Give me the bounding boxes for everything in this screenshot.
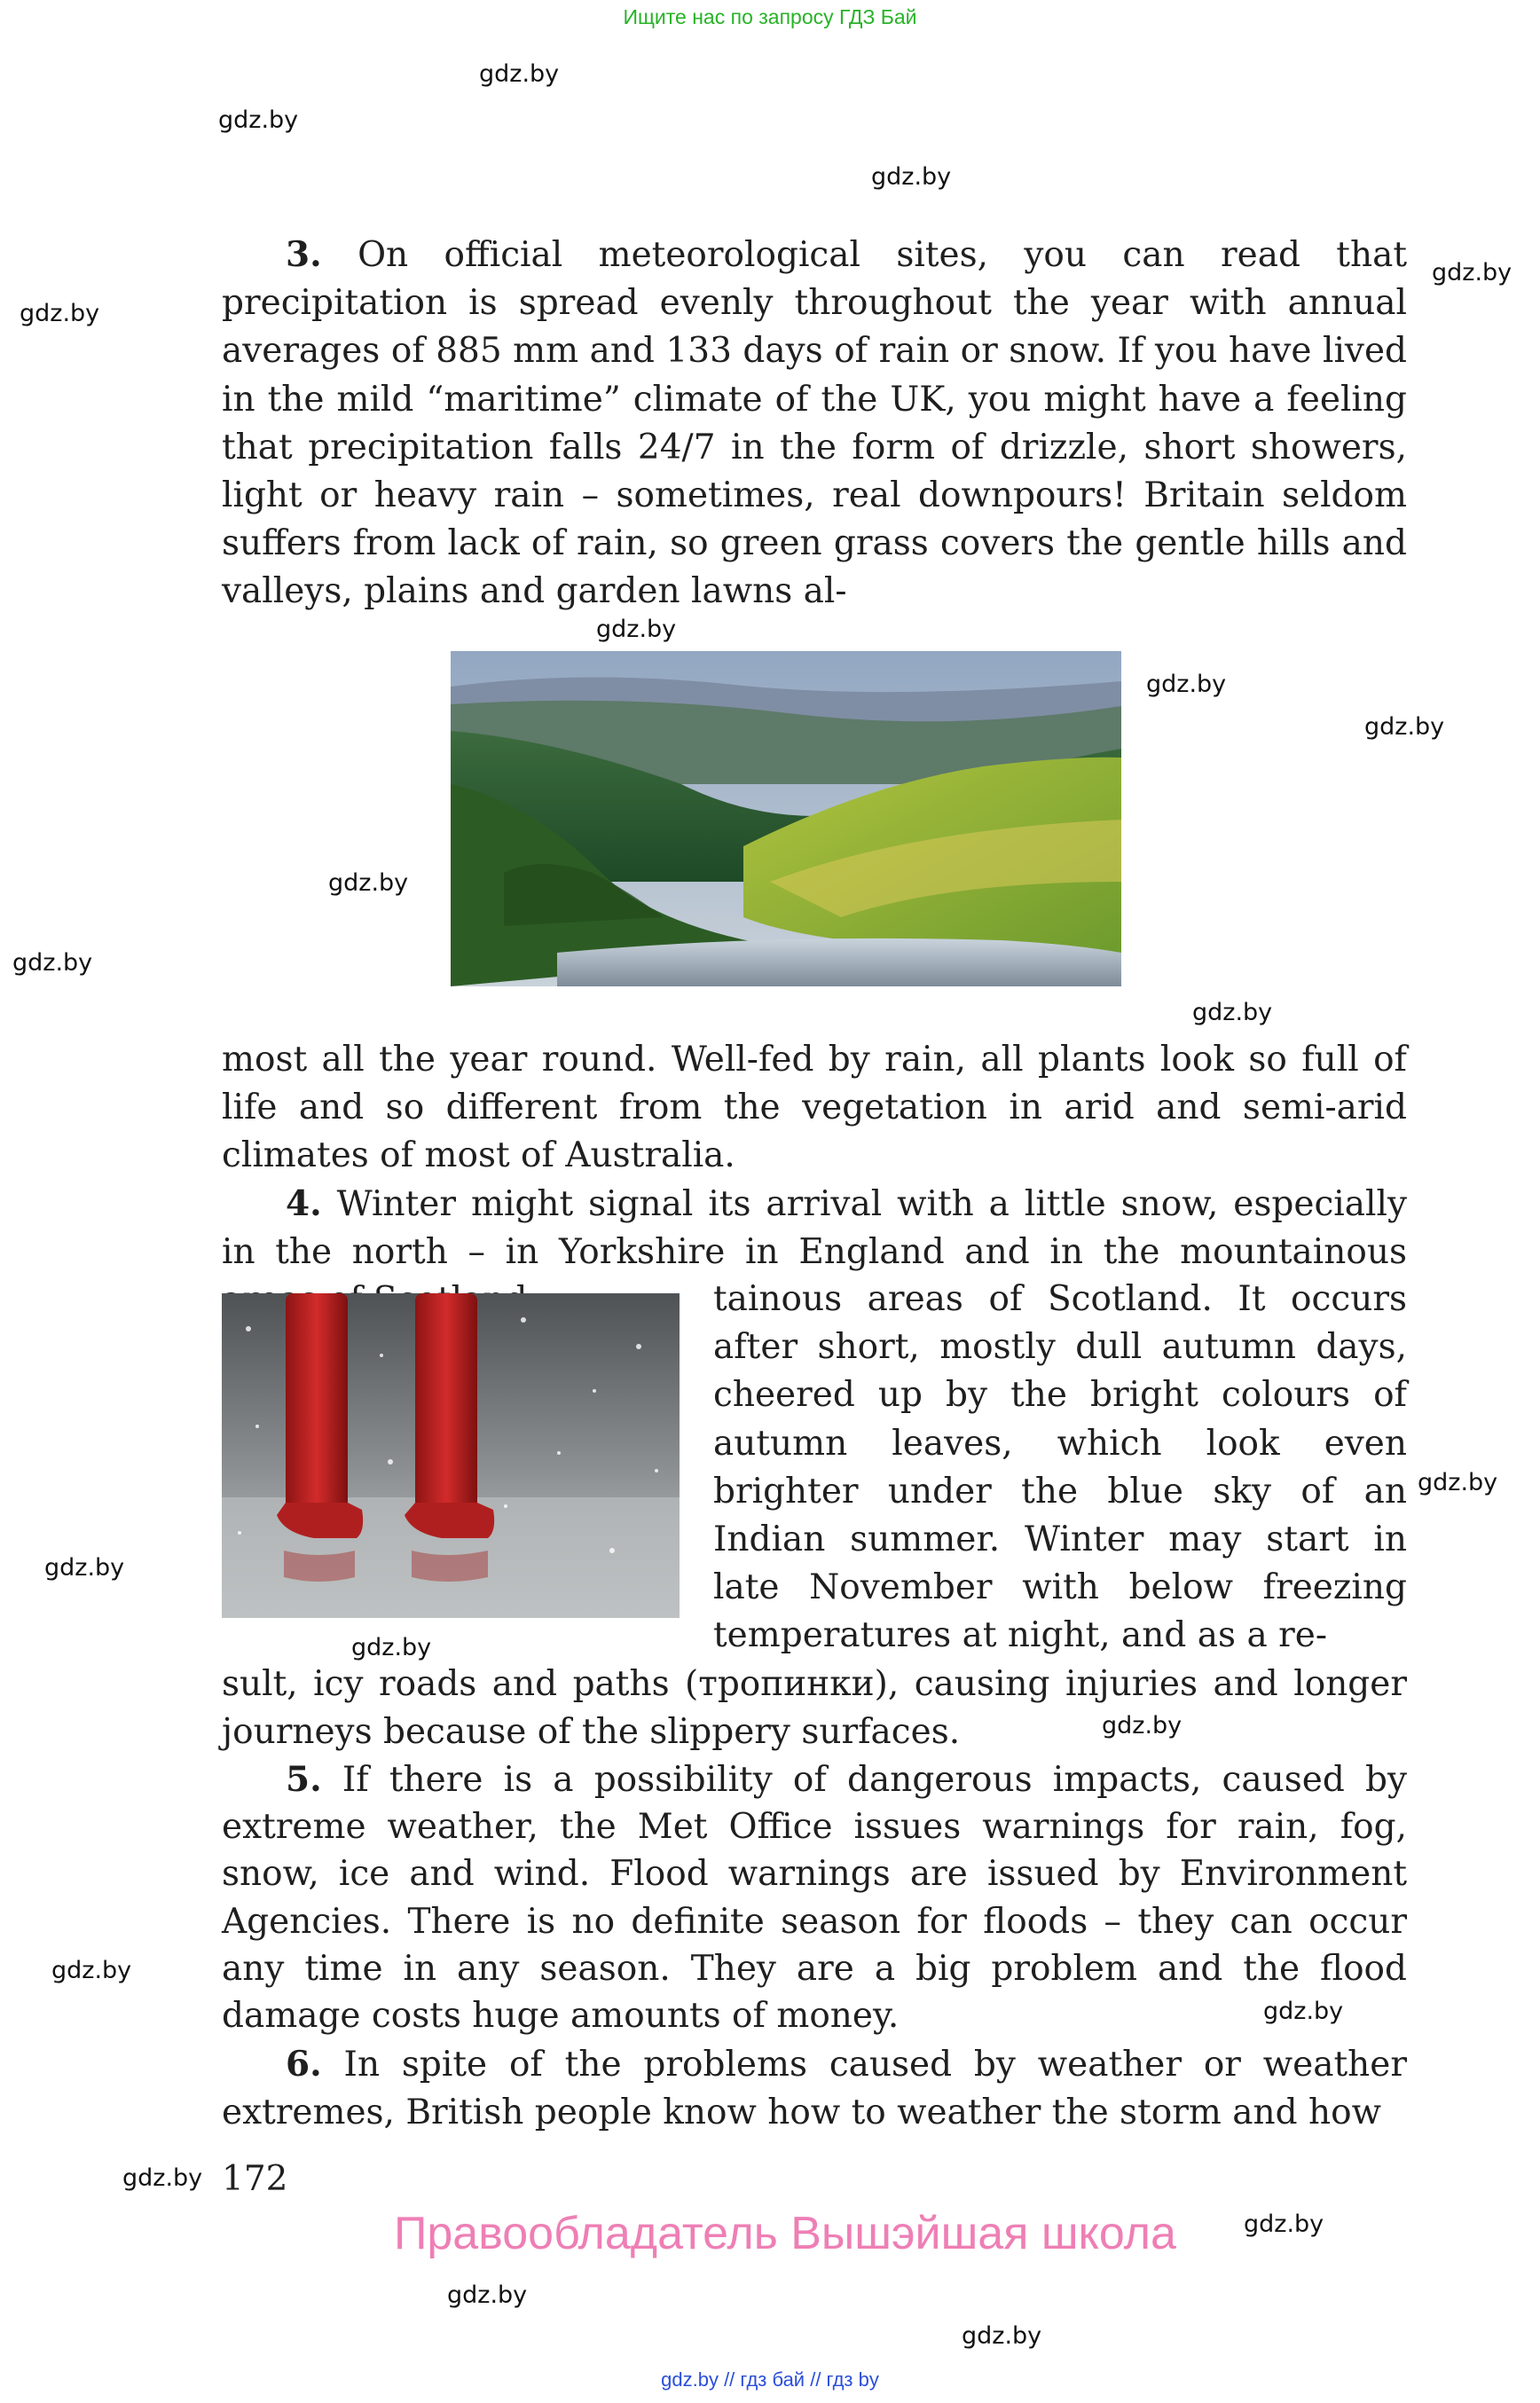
paragraph-number: 3. [286,234,322,275]
watermark: gdz.by [51,1957,132,1984]
watermark: gdz.by [596,616,677,643]
paragraph-6 [222,2040,1407,2137]
footer-links[interactable]: gdz.by // гдз бай // гдз by [661,2368,879,2391]
paragraph-3-intro [222,231,1407,616]
paragraph-4-end: sult, icy roads and paths (тропинки), causing injuries and longer journeys because of the slippery surfaces. [222,1664,1407,1753]
watermark: gdz.by [1146,671,1227,698]
rights-holder: Правообладатель Вышэйшая школа [394,2208,1176,2259]
watermark: gdz.by [218,106,299,134]
paragraph-number: 4. [286,1183,322,1224]
watermark: gdz.by [447,2281,528,2309]
watermark: gdz.by [1102,1712,1182,1739]
paragraph-3-continuation: most all the year round. Well-fed by rain, all plants look so full of life and so different from the vegetation in arid and semi-arid climates of most of Australia. [222,1040,1407,1176]
page-number: 172 [222,2159,288,2199]
paragraph-4-intro [222,1180,1407,1276]
watermark: gdz.by [962,2322,1042,2350]
watermark: gdz.by [1418,1469,1498,1496]
paragraph-text: On official meteorological sites, you can read that precipitation is spread evenly throughout the year with annual averages of 885 mm and 133 days of rain or snow. If you have lived in the mild “maritime” climate of the UK, you might have a feeling that precipitation falls 24/7 in the form of drizzle, short showers, light or heavy rain – sometimes, real downpours! Britain seldom suffers from lack of rain, so green grass covers the gentle hills and valleys, plains and garden lawns al- [222,235,1407,612]
red-boots-photo [222,1293,680,1618]
watermark: gdz.by [1192,999,1273,1026]
watermark: gdz.by [1244,2211,1324,2238]
watermark: gdz.by [1364,713,1445,741]
watermark: gdz.by [328,869,409,897]
top-banner[interactable]: Ищите нас по запросу ГДЗ Бай [623,5,917,28]
watermark: gdz.by [44,1554,125,1582]
watermark: gdz.by [871,163,952,191]
watermark: gdz.by [12,949,93,977]
paragraph-number: 6. [286,2044,322,2085]
landscape-photo [451,651,1121,986]
watermark: gdz.by [479,60,560,88]
watermark: gdz.by [351,1634,432,1661]
watermark: gdz.by [122,2164,203,2192]
paragraph-text: If there is a possibility of dangerous impacts, caused by extreme weather, the Met Office issues warnings for rain, fog, snow, ice and wind. Flood warnings are issued by Environment Agencies. There is no definite season for floods – they can occur any time in any season. They are a big problem and the flood damage costs huge amounts of money. [222,1760,1407,2037]
paragraph-5 [222,1756,1407,2039]
paragraph-text: In spite of the problems caused by weather or weather extremes, British people know how to weather the storm and how [222,2045,1407,2133]
paragraph-number: 5. [286,1759,322,1800]
watermark: gdz.by [20,300,100,327]
watermark: gdz.by [1432,259,1512,287]
paragraph-text: Winter might signal its arrival with a little snow, especially in the north – in Yorkshire in England and in the mountainous [222,1184,1407,1273]
paragraph-4-side: tainous areas of Scotland. It occurs after short, mostly dull autumn days, cheered up by the bright colours of autumn leaves, which look even brighter under the blue sky of an Indian summer. Winter may start in late November with below freezing temperatures at night, and as a re- [713,1279,1407,1656]
watermark: gdz.by [1263,1998,1344,2025]
